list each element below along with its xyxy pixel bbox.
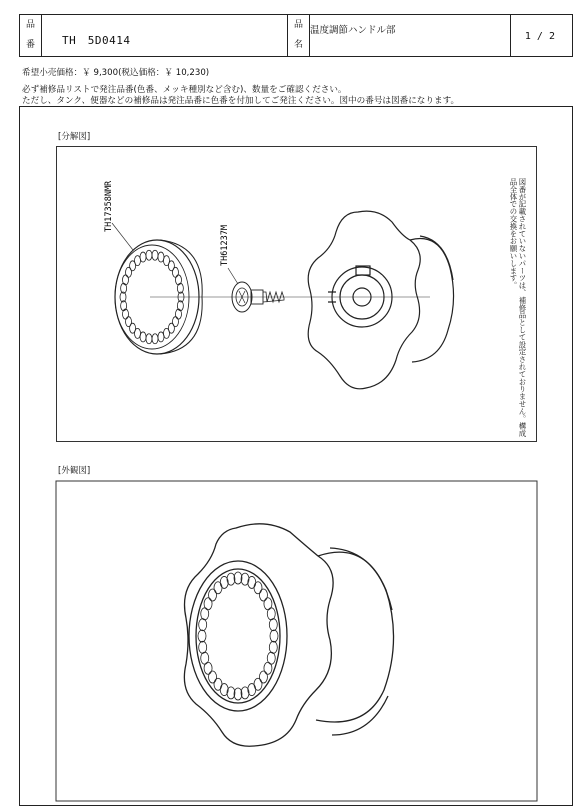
handle-body-exploded [308,211,453,389]
handle-exterior [184,524,393,746]
note-line-1: 必ず補修品リストで発注品番(色番、メッキ種別など含む)、数量をご確認ください。 [22,85,347,95]
hinmei-label-top: 品 [293,20,303,30]
hinban-label-top: 品 [25,20,35,30]
screw-label: TH61237M [220,225,230,266]
exterior-view-label: [外観図] [58,466,91,476]
cap-label: TH17358NMR [104,180,114,232]
hinban-label-bottom: 番 [25,40,35,50]
vertical-note: 図番が記載されていないパーツは、補修品として設定されておりません。構成品全体での交換をお願いします。 [509,178,527,437]
screw-leader [228,268,238,284]
note-line-2: ただし、タンク、便器などの補修品は発注品番に色番を付加してご発注ください。図中の番号は図番になります。 [22,96,460,106]
exterior-view-box [56,481,537,801]
part-name: 温度調節ハンドル部 [310,25,396,36]
exploded-view-label: [分解図] [58,132,91,142]
exterior-pattern [198,572,278,700]
price-line: 希望小売価格：￥ 9,300(税込価格：￥ 10,230) [22,68,210,78]
part-number: TH 5D0414 [62,34,131,47]
page-indicator: 1 / 2 [524,31,555,42]
hinmei-label-bottom: 名 [293,40,303,50]
cap-leader [112,223,133,250]
